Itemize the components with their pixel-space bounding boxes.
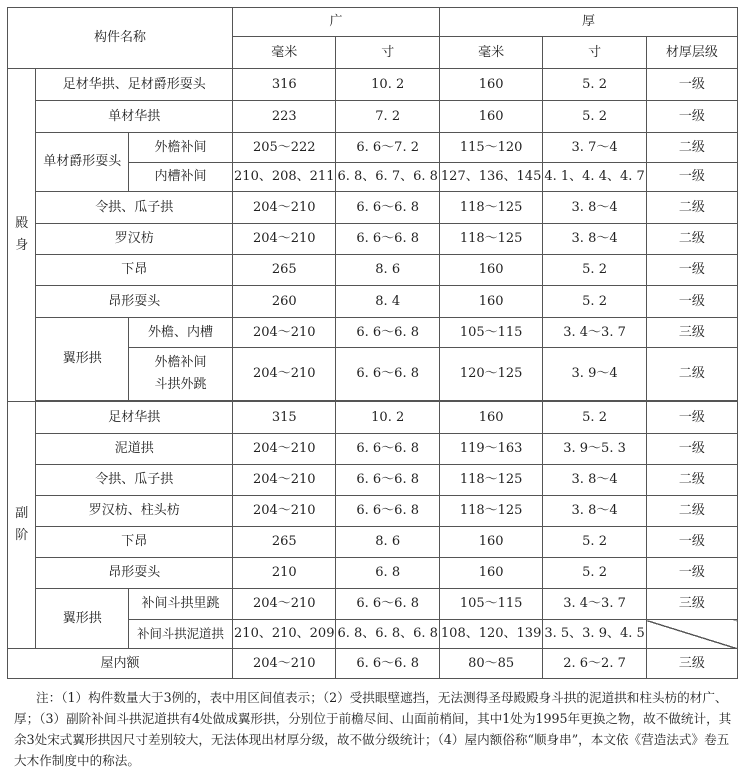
cell: 3. 8～4 bbox=[543, 465, 646, 496]
cell: 160 bbox=[439, 101, 542, 133]
cell: 6. 6～6. 8 bbox=[336, 649, 439, 679]
cell: 5. 2 bbox=[543, 527, 646, 558]
table-row bbox=[8, 402, 738, 434]
cell: 115～120 bbox=[439, 133, 542, 163]
cell: 三级 bbox=[646, 318, 737, 348]
row-name: 足材华拱、足材爵形耍头 bbox=[36, 69, 233, 101]
row-name: 昂形耍头 bbox=[36, 286, 233, 318]
cell: 3. 5、3. 9、4. 5 bbox=[543, 620, 646, 649]
cell: 6. 6～6. 8 bbox=[336, 224, 439, 255]
cell: 5. 2 bbox=[543, 286, 646, 318]
row-name: 足材华拱 bbox=[36, 402, 233, 434]
cell: 204～210 bbox=[233, 465, 336, 496]
row-name: 令拱、瓜子拱 bbox=[36, 192, 233, 224]
cell: 一级 bbox=[646, 558, 737, 589]
row-group: 单材爵形耍头 bbox=[36, 133, 128, 192]
cell: 204～210 bbox=[233, 192, 336, 224]
header-guang-mm: 毫米 bbox=[233, 37, 336, 69]
table-row bbox=[8, 318, 738, 348]
row-name: 罗汉枋 bbox=[36, 224, 233, 255]
cell: 一级 bbox=[646, 163, 737, 192]
table-row bbox=[8, 496, 738, 527]
table-row bbox=[8, 69, 738, 101]
cell: 二级 bbox=[646, 465, 737, 496]
cell: 105～115 bbox=[439, 589, 542, 620]
table-row bbox=[8, 286, 738, 318]
cell: 265 bbox=[233, 255, 336, 286]
row-group: 翼形拱 bbox=[36, 318, 128, 401]
cell: 118～125 bbox=[439, 465, 542, 496]
cell: 5. 2 bbox=[543, 558, 646, 589]
header-level: 材厚层级 bbox=[646, 37, 737, 69]
row-sub: 补间斗拱里跳 bbox=[128, 589, 232, 620]
row-sub: 外檐补间 斗拱外跳 bbox=[128, 348, 232, 401]
row-name: 屋内额 bbox=[8, 649, 233, 679]
row-name: 令拱、瓜子拱 bbox=[36, 465, 233, 496]
table-row bbox=[8, 192, 738, 224]
cell: 6. 6～6. 8 bbox=[336, 318, 439, 348]
header-hou-mm: 毫米 bbox=[439, 37, 542, 69]
cell: 5. 2 bbox=[543, 101, 646, 133]
row-sub: 内槽补间 bbox=[128, 163, 232, 192]
cell: 三级 bbox=[646, 649, 737, 679]
cell: 204～210 bbox=[233, 348, 336, 401]
header-guang: 广 bbox=[233, 8, 440, 37]
row-name: 下昂 bbox=[36, 527, 233, 558]
cell: 160 bbox=[439, 255, 542, 286]
cell: 10. 2 bbox=[336, 402, 439, 434]
table-row bbox=[8, 434, 738, 465]
cell: 316 bbox=[233, 69, 336, 101]
table-row bbox=[8, 133, 738, 163]
cell: 6. 8 bbox=[336, 558, 439, 589]
cell: 204～210 bbox=[233, 434, 336, 465]
cell: 二级 bbox=[646, 133, 737, 163]
cell: 205～222 bbox=[233, 133, 336, 163]
cell: 210、208、211 bbox=[233, 163, 336, 192]
cell: 118～125 bbox=[439, 224, 542, 255]
cell: 三级 bbox=[646, 589, 737, 620]
row-name: 下昂 bbox=[36, 255, 233, 286]
cell: 6. 6～6. 8 bbox=[336, 434, 439, 465]
cell: 204～210 bbox=[233, 589, 336, 620]
row-name: 泥道拱 bbox=[36, 434, 233, 465]
row-name: 罗汉枋、柱头枋 bbox=[36, 496, 233, 527]
cell: 3. 8～4 bbox=[543, 224, 646, 255]
cell: 120～125 bbox=[439, 348, 542, 401]
table-row bbox=[8, 558, 738, 589]
header-name: 构件名称 bbox=[8, 8, 233, 69]
cell: 119～163 bbox=[439, 434, 542, 465]
row-name: 单材华拱 bbox=[36, 101, 233, 133]
cell: 5. 2 bbox=[543, 402, 646, 434]
cell: 6. 6～6. 8 bbox=[336, 589, 439, 620]
row-sub: 补间斗拱泥道拱 bbox=[128, 620, 232, 649]
cell: 二级 bbox=[646, 496, 737, 527]
header-hou-cun: 寸 bbox=[543, 37, 646, 69]
cell: 8. 6 bbox=[336, 527, 439, 558]
cell: 4. 1、4. 4、4. 7 bbox=[543, 163, 646, 192]
cell: 一级 bbox=[646, 286, 737, 318]
cell: 80～85 bbox=[439, 649, 542, 679]
section-fujie: 副阶 bbox=[8, 402, 36, 649]
table-row bbox=[8, 649, 738, 679]
data-table bbox=[7, 7, 738, 679]
cell: 3. 7～4 bbox=[543, 133, 646, 163]
cell: 5. 2 bbox=[543, 255, 646, 286]
cell: 204～210 bbox=[233, 224, 336, 255]
header-guang-cun: 寸 bbox=[336, 37, 439, 69]
cell: 一级 bbox=[646, 527, 737, 558]
table-row bbox=[8, 527, 738, 558]
cell: 一级 bbox=[646, 69, 737, 101]
table-row bbox=[8, 255, 738, 286]
header-hou: 厚 bbox=[439, 8, 737, 37]
cell: 6. 8、6. 8、6. 8 bbox=[336, 620, 439, 649]
row-sub: 外檐补间 bbox=[128, 133, 232, 163]
row-name: 昂形耍头 bbox=[36, 558, 233, 589]
cell: 315 bbox=[233, 402, 336, 434]
cell: 160 bbox=[439, 558, 542, 589]
section-dianshen: 殿身 bbox=[8, 69, 36, 402]
cell: 160 bbox=[439, 286, 542, 318]
cell: 3. 9～5. 3 bbox=[543, 434, 646, 465]
cell: 8. 6 bbox=[336, 255, 439, 286]
cell: 105～115 bbox=[439, 318, 542, 348]
cell: 204～210 bbox=[233, 496, 336, 527]
row-sub: 外檐、内槽 bbox=[128, 318, 232, 348]
cell: 二级 bbox=[646, 224, 737, 255]
cell: 260 bbox=[233, 286, 336, 318]
table-row bbox=[8, 224, 738, 255]
cell: 6. 6～6. 8 bbox=[336, 192, 439, 224]
cell: 一级 bbox=[646, 255, 737, 286]
cell: 一级 bbox=[646, 402, 737, 434]
cell: 108、120、139 bbox=[439, 620, 542, 649]
cell: 2. 6～2. 7 bbox=[543, 649, 646, 679]
cell: 3. 8～4 bbox=[543, 192, 646, 224]
cell: 210 bbox=[233, 558, 336, 589]
cell: 一级 bbox=[646, 434, 737, 465]
cell: 6. 8、6. 7、6. 8 bbox=[336, 163, 439, 192]
table-note: 注：（1）构件数量大于3例的，表中用区间值表示；（2）受拱眼壁遮挡，无法测得圣母殿殿身斗拱的泥道拱和柱头枋的材广、厚；（3）副阶补间斗拱泥道拱有4处做成翼形拱，分别位于前檐尽间、山面前梢间，其中1处为1995年更换之物，故不做统计，其余3处宋式翼形拱因尺寸差别较大，无法体现出材厚分级，故不做分级统计；（4）屋内额俗称“顺身串”，本文依《营造法式》卷五大木作制度中的称法。 bbox=[14, 690, 732, 768]
cell: 223 bbox=[233, 101, 336, 133]
cell: 204～210 bbox=[233, 318, 336, 348]
cell: 5. 2 bbox=[543, 69, 646, 101]
cell: 8. 4 bbox=[336, 286, 439, 318]
cell: 3. 8～4 bbox=[543, 496, 646, 527]
cell: 10. 2 bbox=[336, 69, 439, 101]
cell: 二级 bbox=[646, 348, 737, 401]
cell: 118～125 bbox=[439, 496, 542, 527]
row-group: 翼形拱 bbox=[36, 589, 128, 649]
cell: 210、210、209 bbox=[233, 620, 336, 649]
cell: 6. 6～6. 8 bbox=[336, 496, 439, 527]
cell: 二级 bbox=[646, 192, 737, 224]
cell: 3. 4～3. 7 bbox=[543, 318, 646, 348]
cell: 3. 4～3. 7 bbox=[543, 589, 646, 620]
table-row bbox=[8, 589, 738, 620]
cell: 6. 6～6. 8 bbox=[336, 348, 439, 401]
cell: 7. 2 bbox=[336, 101, 439, 133]
empty-diagonal-cell bbox=[646, 620, 737, 649]
cell: 127、136、145 bbox=[439, 163, 542, 192]
cell: 6. 6～7. 2 bbox=[336, 133, 439, 163]
cell: 204～210 bbox=[233, 649, 336, 679]
cell: 160 bbox=[439, 69, 542, 101]
cell: 118～125 bbox=[439, 192, 542, 224]
cell: 160 bbox=[439, 527, 542, 558]
table-row bbox=[8, 101, 738, 133]
cell: 6. 6～6. 8 bbox=[336, 465, 439, 496]
cell: 160 bbox=[439, 402, 542, 434]
cell: 3. 9～4 bbox=[543, 348, 646, 401]
cell: 一级 bbox=[646, 101, 737, 133]
cell: 265 bbox=[233, 527, 336, 558]
table-row bbox=[8, 465, 738, 496]
